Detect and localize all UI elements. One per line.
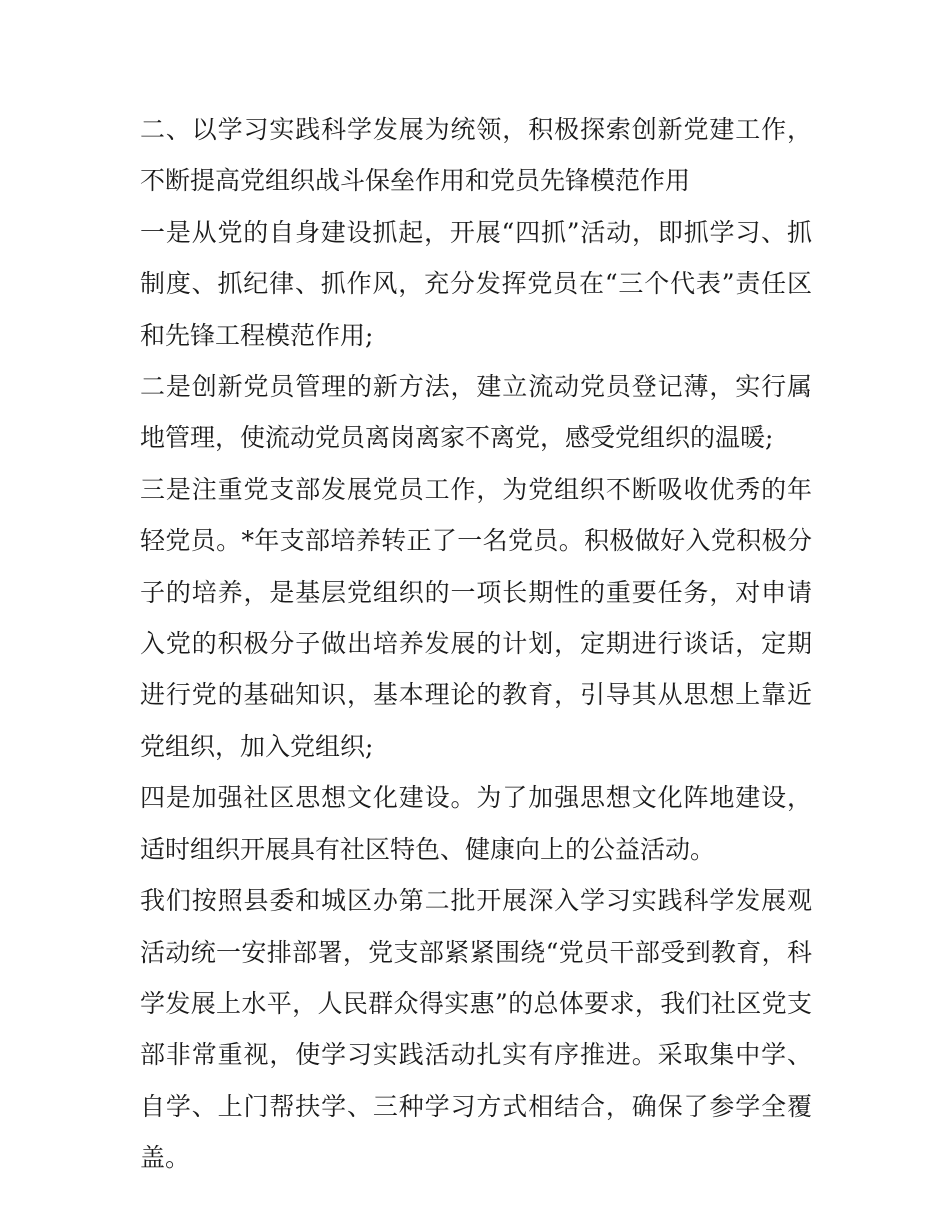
document-body bbox=[140, 104, 812, 1184]
paragraph-heading: 二、以学习实践科学发展为统领，积极探索创新党建工作，不断提高党组织战斗保垒作用和党员先锋模范作用 bbox=[140, 115, 812, 196]
paragraph-summary: 我们按照县委和城区办第二批开展深入学习实践科学发展观活动统一安排部署，党支部紧紧围绕“党员干部受到教育，科学发展上水平，人民群众得实惠”的总体要求，我们社区党支部非常重视，使学习实践活动扎实有序推进。采取集中学、自学、上门帮扶学、三种学习方式相结合，确保了参学全覆盖。 bbox=[140, 886, 812, 1173]
paragraph-point-3: 三是注重党支部发展党员工作，为党组织不断吸收优秀的年轻党员。*年支部培养转正了一名党员。积极做好入党积极分子的培养，是基层党组织的一项长期性的重要任务，对申请入党的积极分子做出培养发展的计划，定期进行谈话，定期进行党的基础知识，基本理论的教育，引导其从思想上靠近党组织，加入党组织; bbox=[140, 474, 812, 761]
paragraph-point-4: 四是加强社区思想文化建设。为了加强思想文化阵地建设，适时组织开展具有社区特色、健康向上的公益活动。 bbox=[140, 783, 812, 864]
paragraph-point-1: 一是从党的自身建设抓起，开展“四抓”活动，即抓学习、抓制度、抓纪律、抓作风，充分发挥党员在“三个代表”责任区和先锋工程模范作用; bbox=[140, 217, 812, 350]
paragraph-point-2: 二是创新党员管理的新方法，建立流动党员登记薄，实行属地管理，使流动党员离岗离家不离党，感受党组织的温暖; bbox=[140, 372, 812, 453]
